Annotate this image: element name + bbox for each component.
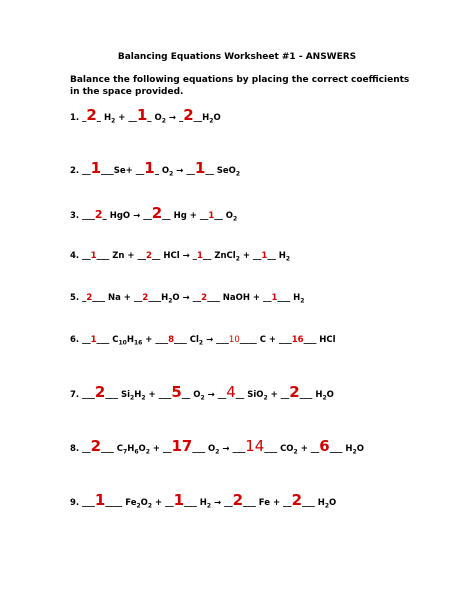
- subscript: 2: [136, 502, 141, 510]
- answer-coefficient: 2: [232, 491, 244, 509]
- equation-text: 7. ___: [70, 390, 95, 400]
- answer-coefficient: 2: [94, 208, 103, 221]
- equation-text: + __: [115, 113, 137, 123]
- equation-text: ___Se+ __: [101, 166, 145, 176]
- equation-4: [70, 249, 290, 267]
- subscript: 2: [130, 394, 135, 402]
- answer-coefficient: 17: [171, 437, 193, 455]
- answer-coefficient: 2: [291, 491, 302, 509]
- subscript: 2: [322, 394, 327, 402]
- equation-text: 1. _: [70, 113, 87, 123]
- answer-coefficient: 10: [228, 335, 240, 345]
- answer-coefficient: 2: [86, 106, 97, 124]
- equation-text: __ SiO: [235, 390, 264, 400]
- equation-text: __ SeO: [205, 166, 236, 176]
- subscript: 2: [169, 170, 174, 178]
- equation-7: [70, 385, 334, 406]
- subscript: 6: [134, 448, 139, 456]
- answer-coefficient: 2: [90, 437, 102, 455]
- equation-text: __ HCl → _: [151, 251, 197, 261]
- answer-coefficient: 1: [94, 491, 106, 509]
- subscript: 2: [235, 170, 241, 178]
- subscript: 7: [123, 448, 128, 456]
- answer-coefficient: 8: [168, 335, 175, 345]
- subscript: 2: [206, 502, 212, 510]
- equation-1: [70, 108, 221, 129]
- equation-text: + ___: [145, 390, 172, 400]
- equation-text: ___ H: [302, 498, 325, 508]
- subscript: 2: [209, 117, 214, 125]
- equation-text: → ___: [219, 444, 246, 454]
- equation-text: ___ O: [192, 444, 216, 454]
- answer-coefficient: 2: [146, 251, 152, 261]
- answer-coefficient: 5: [171, 383, 182, 401]
- equation-text: ___ C: [101, 444, 123, 454]
- subscript: 2: [147, 502, 153, 510]
- subscript: 2: [141, 394, 146, 402]
- subscript: 2: [161, 117, 166, 125]
- equation-6: [70, 333, 336, 351]
- equation-text: ___ Na + __: [92, 293, 143, 303]
- equation-text: __ H: [267, 251, 286, 261]
- subscript: 2: [200, 394, 205, 402]
- equation-text: ___ CO: [264, 444, 294, 454]
- subscript: 2: [168, 297, 173, 305]
- answer-coefficient: 1: [144, 159, 155, 177]
- answer-coefficient: 2: [94, 383, 106, 401]
- worksheet-title: Balancing Equations Worksheet #1 - ANSWERS: [117, 52, 357, 62]
- equation-text: + ___: [142, 335, 169, 345]
- subscript: 2: [300, 297, 305, 305]
- answer-coefficient: 4: [226, 383, 236, 401]
- equation-text: 3. ___: [70, 211, 95, 221]
- equation-text: 9. ___: [70, 498, 95, 508]
- subscript: 2: [324, 502, 330, 510]
- equation-text: ___ H: [329, 444, 353, 454]
- equation-text: + __: [239, 251, 262, 261]
- equation-text: ___ Si: [105, 390, 131, 400]
- answer-coefficient: 1: [90, 251, 97, 261]
- equation-text: 8. __: [70, 444, 91, 454]
- equation-text: ___ Zn + __: [96, 251, 146, 261]
- equation-text: O: [356, 444, 364, 454]
- equation-3: [70, 206, 237, 227]
- answer-coefficient: 6: [319, 437, 330, 455]
- equation-text: ___ HCl: [303, 335, 336, 345]
- subscript: 2: [232, 215, 238, 223]
- equation-text: ____ Fe: [105, 498, 137, 508]
- answer-coefficient: 2: [142, 293, 149, 303]
- equation-text: O: [213, 113, 221, 123]
- equation-text: _ H: [96, 113, 112, 123]
- equation-text: ___ C: [96, 335, 119, 345]
- equation-text: _ O: [154, 166, 170, 176]
- answer-coefficient: 16: [291, 335, 304, 345]
- answer-coefficient: 1: [208, 211, 215, 221]
- subscript: 2: [235, 255, 240, 263]
- equation-text: O: [326, 390, 334, 400]
- equation-text: _ HgO → __: [102, 211, 152, 221]
- equation-text: + __: [267, 390, 290, 400]
- equation-text: O: [329, 498, 337, 508]
- answer-coefficient: 2: [201, 293, 208, 303]
- answer-coefficient: 1: [173, 491, 185, 509]
- equation-text: → __: [211, 498, 233, 508]
- equation-text: O: [138, 444, 146, 454]
- equation-text: ___ Cl: [174, 335, 199, 345]
- equation-text: H: [126, 335, 134, 345]
- subscript: 2: [145, 448, 150, 456]
- equation-text: 4. __: [70, 251, 91, 261]
- equation-text: ___ H: [184, 498, 207, 508]
- subscript: 2: [215, 448, 220, 456]
- instructions: Balance the following equations by placing the correct coefficients in the space provided.: [70, 75, 410, 97]
- answer-coefficient: 1: [271, 293, 278, 303]
- equation-5: [70, 291, 304, 309]
- answer-coefficient: 1: [196, 251, 203, 261]
- subscript: 2: [263, 394, 268, 402]
- equation-text: ___ H: [299, 390, 323, 400]
- equation-text: + __: [149, 444, 172, 454]
- equation-text: 2. __: [70, 166, 91, 176]
- equation-text: ___ H: [277, 293, 301, 303]
- equation-text: → _: [165, 113, 184, 123]
- equation-text: 6. __: [70, 335, 91, 345]
- answer-coefficient: 2: [289, 383, 300, 401]
- subscript: 2: [198, 339, 204, 347]
- equation-text: __ O: [181, 390, 201, 400]
- equation-text: __H: [193, 113, 210, 123]
- equation-text: → __: [204, 390, 227, 400]
- subscript: 2: [285, 255, 291, 263]
- subscript: 2: [111, 117, 116, 125]
- equation-text: + __: [152, 498, 174, 508]
- answer-coefficient: 2: [86, 293, 93, 303]
- equation-text: ____ C + ___: [239, 335, 292, 345]
- equation-text: + __: [297, 444, 320, 454]
- equation-text: __ O: [214, 211, 233, 221]
- equation-text: _ O: [147, 113, 162, 123]
- equation-text: ___H: [148, 293, 169, 303]
- answer-coefficient: 2: [183, 106, 194, 124]
- answer-coefficient: 14: [245, 437, 265, 455]
- answer-coefficient: 1: [261, 251, 268, 261]
- equation-text: H: [134, 390, 142, 400]
- equation-text: ___ NaOH + __: [207, 293, 272, 303]
- equation-text: ___ Fe + __: [243, 498, 292, 508]
- equation-text: 5. _: [70, 293, 87, 303]
- equation-text: O → __: [172, 293, 202, 303]
- equation-2: [70, 161, 240, 182]
- equation-text: H: [127, 444, 135, 454]
- answer-coefficient: 1: [90, 335, 97, 345]
- answer-coefficient: 1: [194, 159, 206, 177]
- subscript: 2: [352, 448, 357, 456]
- equation-text: __ ZnCl: [202, 251, 236, 261]
- answer-coefficient: 1: [136, 106, 148, 124]
- equation-9: [70, 493, 336, 514]
- equation-text: O: [140, 498, 148, 508]
- subscript: 16: [133, 339, 143, 347]
- answer-coefficient: 2: [151, 204, 163, 222]
- subscript: 2: [293, 448, 298, 456]
- answer-coefficient: 1: [90, 159, 102, 177]
- equation-text: → __: [173, 166, 195, 176]
- equation-text: __ Hg + __: [162, 211, 209, 221]
- equation-text: → ___: [203, 335, 229, 345]
- equation-8: [70, 439, 364, 460]
- subscript: 10: [118, 339, 127, 347]
